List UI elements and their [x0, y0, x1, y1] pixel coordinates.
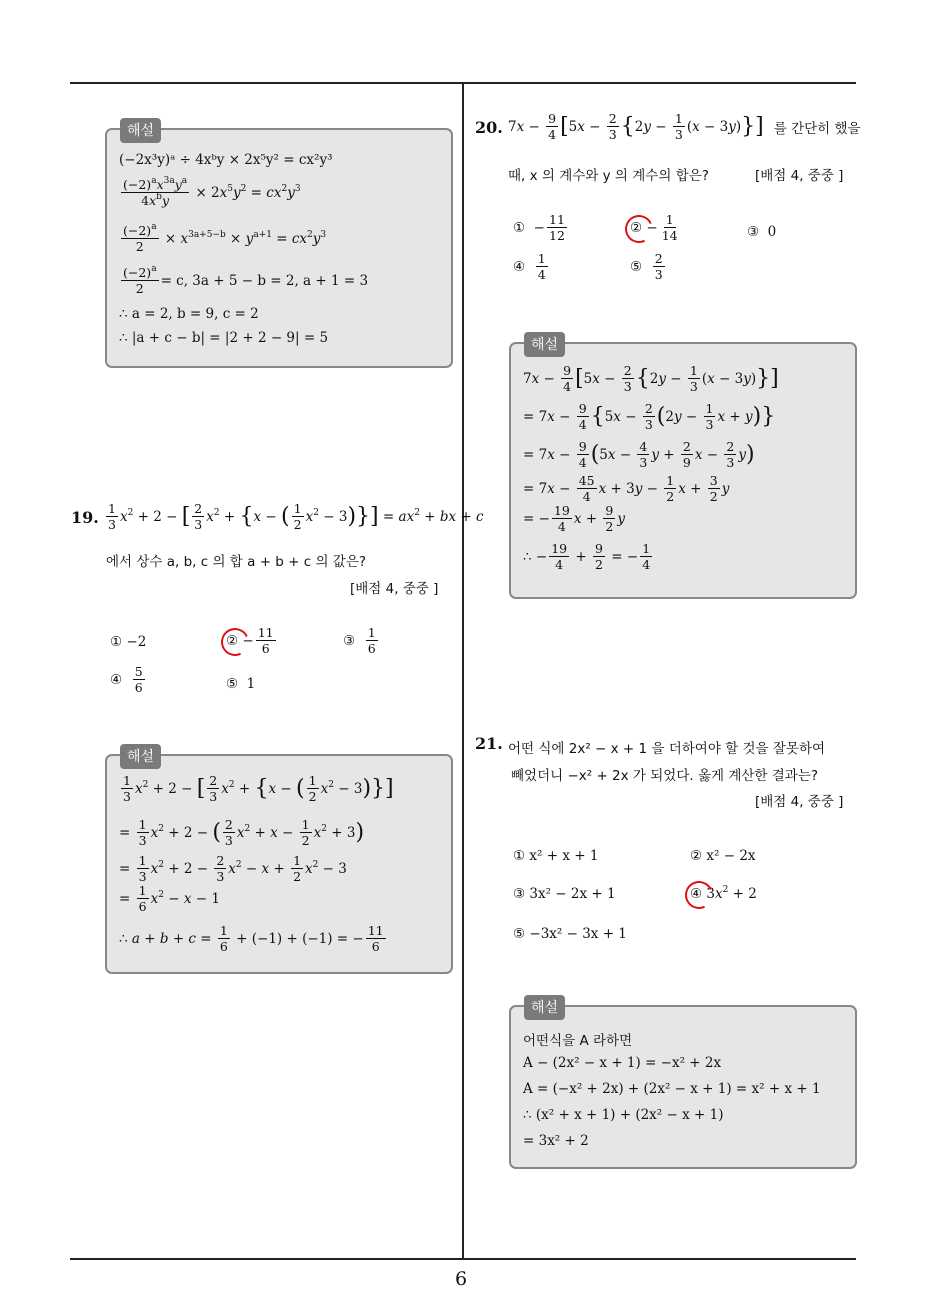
- q20-sol-line-2: = 7x − $\frac{9}{4}$ { 5x − $\frac{2}{3}$ ( 2y − $\frac{1}{3}$ x + y )}: [523, 401, 776, 433]
- q21-answer-mark: ④: [690, 886, 702, 902]
- q21-sol-line-4: ∴ (x² + x + 1) + (2x² − x + 1): [523, 1107, 724, 1123]
- q19-choice-3[interactable]: ③ $\frac{1}{6}$: [343, 625, 376, 657]
- q21-sol-line-5: = 3x² + 2: [523, 1133, 589, 1149]
- q21-choice-4[interactable]: ④ $3x^2 + 2$: [690, 886, 757, 902]
- q19-answer-mark: ②: [226, 633, 238, 649]
- q20-sol-line-3: = 7x − $\frac{9}{4}$ ( 5x − $\frac{4}{3}$ y + $\frac{2}{9}$ x − $\frac{2}{3}$ y ): [523, 439, 755, 471]
- q18-sol-line-3: $\frac{(-2)^a}{2}$ × $x^{3a+5-b} \times y^{a+1} = cx^2y^3$: [123, 222, 327, 255]
- q18-sol-line-1: (−2x³y)ᵃ ÷ 4xᵇy × 2x⁵y² = cx²y³: [119, 152, 333, 168]
- q20-choice-5[interactable]: ⑤ $\frac{2}{3}$: [630, 251, 663, 283]
- q21-choice-5[interactable]: ⑤ −3x² − 3x + 1: [513, 926, 627, 942]
- q21-line-1: 어떤 식에 2x² − x + 1 을 더하여야 할 것을 잘못하여: [508, 741, 826, 757]
- q19-solution-box: [105, 749, 453, 974]
- q21-choice-2[interactable]: ② x² − 2x: [690, 848, 756, 864]
- q20-choice-4[interactable]: ④ $\frac{1}{4}$: [513, 251, 546, 283]
- q18-sol-line-6: ∴ |a + c − b| = |2 + 2 − 9| = 5: [119, 330, 329, 346]
- q21-sol-line-1: 어떤식을 A 라하면: [523, 1033, 633, 1049]
- solution-tag: 해설: [524, 995, 565, 1020]
- q19-choice-5[interactable]: ⑤ 1: [226, 676, 256, 692]
- solution-tag: 해설: [120, 744, 161, 769]
- q20-solution-box: [509, 337, 857, 599]
- q21-number: 21.: [475, 734, 503, 753]
- q20-sol-line-5: = − $\frac{19}{4}$ x + $\frac{9}{2}$ y: [523, 503, 625, 535]
- q18-sol-line-4-tail: = c, 3a + 5 − b = 2, a + 1 = 3: [160, 272, 369, 289]
- q19-sol-line-3: = $\frac{1}{3}$ $x^2 + 2$ − $\frac{2}{3}$ $x^2 - x$ + $\frac{1}{2}$ $x^2 - 3$: [119, 853, 347, 885]
- solution-tag: 해설: [524, 332, 565, 357]
- q19-choice-2[interactable]: ② − $\frac{11}{6}$: [226, 626, 278, 655]
- q20-body-tail: 를 간단히 했을: [773, 120, 861, 137]
- column-divider: [462, 84, 464, 1258]
- q21-solution-box: [509, 1000, 857, 1169]
- q19-sol-line-2: = $\frac{1}{3}$ $x^2 + 2$ − ( $\frac{2}{3}$ $x^2 + x$ − $\frac{1}{2}$ $x^2 + 3$ ): [119, 817, 365, 849]
- q21-sol-line-3: A = (−x² + 2x) + (2x² − x + 1) = x² + x + 1: [523, 1081, 821, 1097]
- bottom-rule: [70, 1258, 856, 1260]
- q20-sol-line-6: ∴ − $\frac{19}{4}$ + $\frac{9}{2}$ = − $\frac{1}{4}$: [523, 541, 651, 573]
- q21-choice-1[interactable]: ① x² + x + 1: [513, 848, 599, 864]
- q20-expression: 7x − $\frac{9}{4}$ [ 5x − $\frac{2}{3}$ { 2y − $\frac{1}{3}$ (x − 3y) }] 를 간단히 했을: [508, 111, 861, 143]
- q20-choice-2[interactable]: ② − $\frac{1}{14}$: [630, 213, 682, 242]
- q18-sol-line-4: $\frac{(-2)^a}{2}$ = c, 3a + 5 − b = 2, a + 1 = 3: [123, 264, 369, 297]
- q20-question: 때, x 의 계수와 y 의 계수의 합은?: [508, 168, 709, 184]
- q21-line-2: 빼었더니 −x² + 2x 가 되었다. 옳게 계산한 결과는?: [511, 768, 819, 784]
- q20-choice-3[interactable]: ③ 0: [747, 224, 777, 240]
- q19-sol-line-5: ∴ a + b + c = $\frac{1}{6}$ + (−1) + (−1) = − $\frac{11}{6}$: [119, 923, 384, 955]
- q19-choice-4[interactable]: ④ $\frac{5}{6}$: [110, 664, 143, 696]
- q19-sol-line-4: = $\frac{1}{6}$ $x^2 - x - 1$: [119, 883, 220, 915]
- q18-solution-box: [105, 123, 453, 368]
- q20-sol-line-1: 7x − $\frac{9}{4}$ [ 5x − $\frac{2}{3}$ { 2y − $\frac{1}{3}$ (x − 3y) }]: [523, 363, 779, 395]
- q18-sol-line-5: ∴ a = 2, b = 9, c = 2: [119, 306, 259, 322]
- q19-equation: $\frac{1}{3}$ $x^2 + 2$ − [ $\frac{2}{3}$ $x^2$ + { x − ( $\frac{1}{2}$ $x^2 - 3$ )}] = $ax^2$ + bx + c: [108, 501, 484, 533]
- q21-choice-3[interactable]: ③ 3x² − 2x + 1: [513, 886, 616, 902]
- q19-choice-1[interactable]: ① −2: [110, 634, 147, 650]
- page-number: 6: [455, 1268, 468, 1290]
- q19-question: 에서 상수 a, b, c 의 합 a + b + c 의 값은?: [106, 554, 367, 570]
- q18-sol-line-2: $\frac{(-2)^ax^{3a}y^a}{4x^by}$ × $2x^5y^2 = cx^2y^3$: [123, 176, 301, 209]
- q20-number: 20.: [475, 118, 503, 137]
- q21-sol-line-2: A − (2x² − x + 1) = −x² + 2x: [523, 1055, 722, 1071]
- q21-points: [배점 4, 중중 ]: [755, 794, 844, 810]
- q19-number: 19.: [71, 508, 99, 527]
- q20-points: [배점 4, 중중 ]: [755, 168, 844, 184]
- q19-sol-line-1: $\frac{1}{3}$ $x^2 + 2$ − [ $\frac{2}{3}$ $x^2$ + { x − ( $\frac{1}{2}$ $x^2 - 3$ )}]: [123, 773, 394, 805]
- q20-sol-line-4: = 7x − $\frac{45}{4}$ x + 3y − $\frac{1}{2}$ x + $\frac{3}{2}$ y: [523, 473, 730, 505]
- solution-tag: 해설: [120, 118, 161, 143]
- q19-points: [배점 4, 중중 ]: [350, 581, 439, 597]
- q20-answer-mark: ②: [630, 220, 642, 236]
- q20-choice-1[interactable]: ① − $\frac{11}{12}$: [513, 212, 565, 244]
